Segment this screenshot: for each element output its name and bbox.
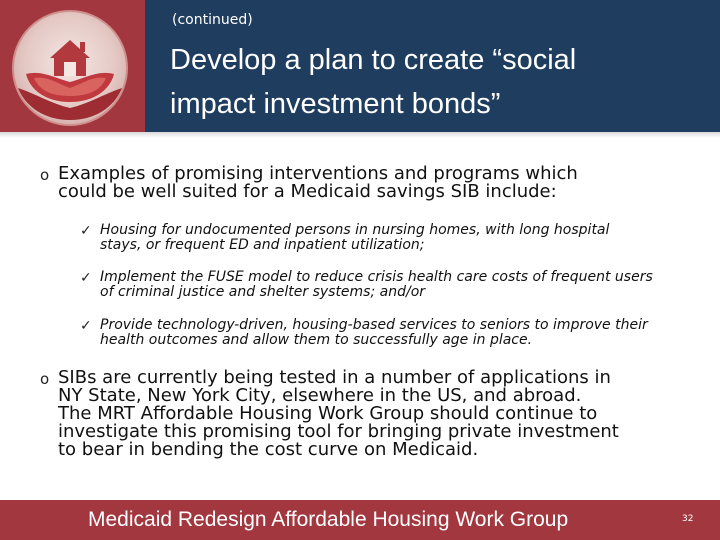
sub-bullet-line: Provide technology-driven, housing-based services to seniors to improve their [100,317,648,333]
slide-footer [0,500,720,540]
sub-bullet-line: of criminal justice and shelter systems; and/or [100,284,426,300]
sub-bullet-line: Implement the FUSE model to reduce crisis health care costs of frequent users [100,269,653,285]
bullet-text [58,369,619,459]
slide-title-line: impact investment bonds” [170,88,501,120]
bullet-item [40,165,578,201]
hands-holding-house-icon [12,10,128,126]
sub-bullet-item [80,270,653,300]
header-subtitle: (continued) [172,12,253,28]
bullet-line: SIBs are currently being tested in a number of applications in [58,367,611,388]
bullet-line: to bear in bending the cost curve on Medicaid. [58,439,479,460]
page-number: 32 [682,514,694,524]
sub-bullet-item [80,318,648,348]
sub-bullet-item [80,223,609,253]
bullet-line: investigate this promising tool for bringing private investment [58,421,619,442]
bullet-text [58,165,578,201]
sub-bullet-line: stays, or frequent ED and inpatient utilization; [100,237,425,253]
slide-title [170,38,700,126]
slide-title-line: Develop a plan to create “social [170,44,577,76]
bullet-marker: o [40,166,50,184]
sub-bullet-text [100,270,653,300]
checkmark-icon: ✓ [80,318,92,334]
footer-text: Medicaid Redesign Affordable Housing Work Group [88,508,569,531]
bullet-line: could be well suited for a Medicaid savings SIB include: [58,181,557,202]
header-divider [0,132,720,138]
sub-bullet-text [100,223,609,253]
checkmark-icon: ✓ [80,270,92,286]
bullet-line: Examples of promising interventions and programs which [58,163,578,184]
sub-bullet-line: health outcomes and allow them to successfully age in place. [100,332,533,348]
slide-header [0,0,720,132]
logo-panel [0,0,145,132]
sub-bullet-line: Housing for undocumented persons in nursing homes, with long hospital [100,222,610,238]
bullet-marker: o [40,370,50,388]
bullet-line: The MRT Affordable Housing Work Group should continue to [58,403,598,424]
checkmark-icon: ✓ [80,223,92,239]
sub-bullet-text [100,318,648,348]
bullet-item [40,369,619,459]
bullet-line: NY State, New York City, elsewhere in the US, and abroad. [58,385,582,406]
